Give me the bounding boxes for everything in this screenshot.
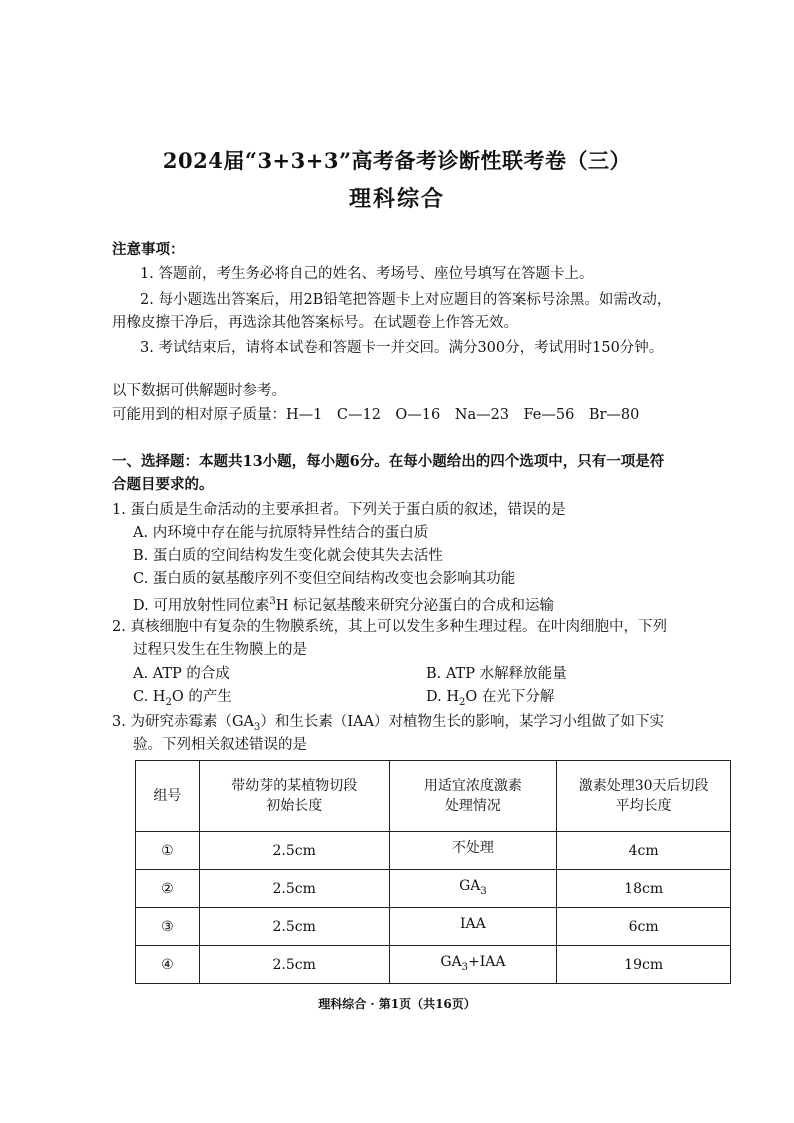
header-final-length: 激素处理30天后切段 平均长度 bbox=[557, 761, 731, 832]
q1-stem: 1. 蛋白质是生命活动的主要承担者。下列关于蛋白质的叙述，错误的是 bbox=[112, 502, 566, 518]
cell-group: ① bbox=[136, 832, 200, 870]
notice-item-2b: 用橡皮擦干净后，再选涂其他答案标号。在试题卷上作答无效。 bbox=[112, 315, 518, 331]
page-footer: 理科综合 · 第1页（共16页） bbox=[318, 997, 476, 1011]
q2-stem-2: 过程只发生在生物膜上的是 bbox=[133, 642, 307, 658]
q2-stem-1: 2. 真核细胞中有复杂的生物膜系统，其上可以发生多种生理过程。在叶肉细胞中，下列 bbox=[112, 619, 667, 635]
cell-treatment: 不处理 bbox=[389, 832, 557, 870]
cell-final: 19cm bbox=[557, 946, 731, 984]
cell-initial: 2.5cm bbox=[199, 946, 389, 984]
q3-stem-1: 3. 为研究赤霉素$(GA_3)$和生长素（IAA）对植物生长的影响，某学习小组做了如下实 bbox=[112, 714, 665, 733]
q1-option-a: A. 内环境中存在能与抗原特异性结合的蛋白质 bbox=[133, 525, 429, 541]
cell-initial: 2.5cm bbox=[199, 870, 389, 908]
table-row bbox=[136, 870, 731, 908]
q1-option-c: C. 蛋白质的氨基酸序列不变但空间结构改变也会影响其功能 bbox=[133, 571, 516, 587]
table-row bbox=[136, 946, 731, 984]
atomic-mass-line: 可能用到的相对原子质量：H—1 C—12 O—16 Na—23 Fe—56 Br—80 bbox=[112, 407, 640, 423]
header-treatment: 用适宜浓度激素 处理情况 bbox=[389, 761, 557, 832]
q3-stem-2: 验。下列相关叙述错误的是 bbox=[133, 737, 307, 753]
notice-item-3: 3. 考试结束后，请将本试卷和答题卡一并交回。满分300分，考试用时150分钟。 bbox=[140, 340, 664, 356]
exam-title: 2024届“3+3+3”高考备考诊断性联考卷（三） bbox=[162, 148, 632, 173]
q2-option-d: D. $H_2O$ 在光下分解 bbox=[426, 689, 555, 708]
cell-final: 18cm bbox=[557, 870, 731, 908]
q1-option-b: B. 蛋白质的空间结构发生变化就会使其失去活性 bbox=[133, 548, 443, 564]
cell-treatment: IAA bbox=[389, 908, 557, 946]
cell-initial: 2.5cm bbox=[199, 908, 389, 946]
section-heading-cont: 合题目要求的。 bbox=[112, 476, 214, 493]
q2-option-b: B. ATP 水解释放能量 bbox=[426, 666, 567, 682]
table-row bbox=[136, 832, 731, 870]
notice-item-1: 1. 答题前，考生务必将自己的姓名、考场号、座位号填写在答题卡上。 bbox=[140, 266, 594, 282]
header-group: 组号 bbox=[136, 761, 200, 832]
q1-option-d: D. 可用放射性同位素$^3$H 标记氨基酸来研究分泌蛋白的合成和运输 bbox=[133, 596, 554, 614]
reference-note: 以下数据可供解题时参考。 bbox=[112, 383, 286, 399]
cell-final: 4cm bbox=[557, 832, 731, 870]
q2-option-c: C. $H_2O$ 的产生 bbox=[133, 689, 232, 708]
notice-item-2a: 2. 每小题选出答案后，用2B铅笔把答题卡上对应题目的答案标号涂黑。如需改动， bbox=[140, 292, 672, 308]
cell-group: ③ bbox=[136, 908, 200, 946]
cell-group: ④ bbox=[136, 946, 200, 984]
table-header-row bbox=[136, 761, 731, 832]
notice-heading: 注意事项： bbox=[112, 241, 185, 258]
section-heading: 一、选择题：本题共13小题，每小题6分。在每小题给出的四个选项中，只有一项是符 bbox=[112, 453, 665, 470]
cell-initial: 2.5cm bbox=[199, 832, 389, 870]
header-initial-length: 带幼芽的某植物切段 初始长度 bbox=[199, 761, 389, 832]
q2-option-a: A. ATP 的合成 bbox=[133, 666, 230, 682]
cell-treatment: $GA_3$ bbox=[389, 870, 557, 908]
cell-treatment: $GA_3+IAA$ bbox=[389, 946, 557, 984]
cell-final: 6cm bbox=[557, 908, 731, 946]
subject-title: 理科综合 bbox=[348, 186, 445, 212]
cell-group: ② bbox=[136, 870, 200, 908]
table-row bbox=[136, 908, 731, 946]
experiment-table bbox=[135, 760, 731, 984]
